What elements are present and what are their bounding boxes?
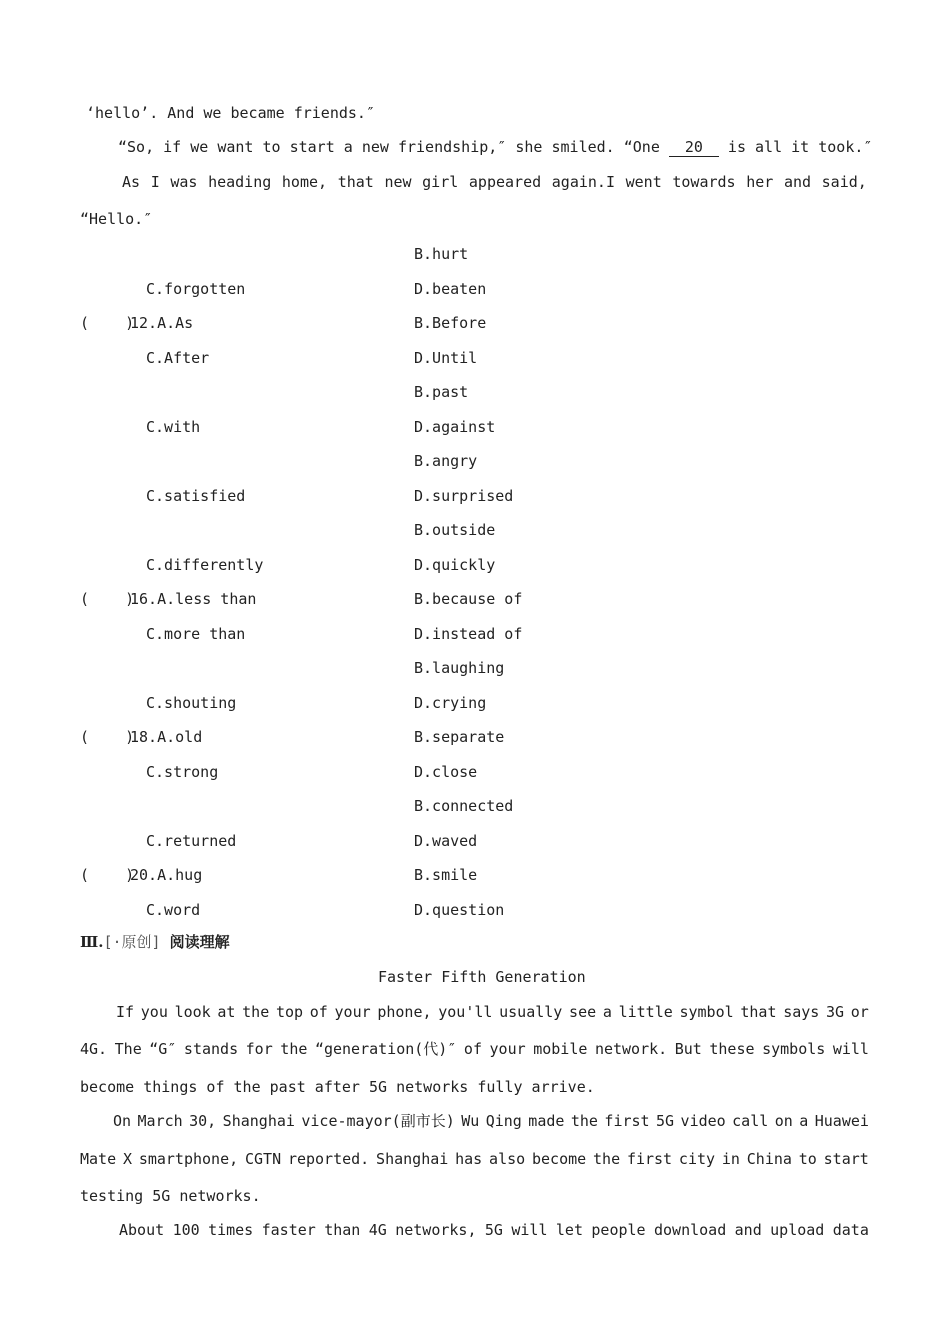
word: the: [242, 1003, 270, 1021]
word: again.I: [551, 173, 615, 191]
option-right: D.waved: [414, 832, 478, 850]
option-left: 20.A.hug: [130, 866, 203, 884]
word: symbols: [762, 1040, 826, 1058]
word: 4G: [368, 1221, 387, 1239]
word: upload: [770, 1221, 825, 1239]
word: was: [170, 173, 198, 191]
option-left: C.word: [146, 901, 201, 919]
word: CGTN: [244, 1150, 282, 1168]
answer-bracket[interactable]: ( ): [80, 590, 135, 608]
word: first: [604, 1112, 650, 1130]
option-left: C.shouting: [146, 694, 237, 712]
blank-20[interactable]: 20: [669, 140, 719, 157]
section-roman-numeral: Ⅲ.: [80, 933, 104, 951]
option-right: D.beaten: [414, 280, 487, 298]
option-right: D.surprised: [414, 487, 514, 505]
word: usually: [499, 1003, 563, 1021]
word: than: [324, 1221, 361, 1239]
article-p2-line-1: [113, 1114, 869, 1129]
option-right: D.instead of: [414, 625, 523, 643]
word: let: [555, 1221, 583, 1239]
option-right: B.past: [414, 383, 469, 401]
word: you: [140, 1003, 168, 1021]
word: “G″: [149, 1040, 177, 1058]
article-p2-line-3: testing 5G networks.: [80, 1187, 261, 1205]
word: the: [570, 1112, 598, 1130]
word: will: [511, 1221, 548, 1239]
word: and: [783, 173, 812, 191]
option-right: D.quickly: [414, 556, 496, 574]
word: people: [591, 1221, 646, 1239]
word: Huawei: [814, 1112, 869, 1130]
word: home,: [281, 173, 328, 191]
word: March: [137, 1112, 183, 1130]
word: of: [463, 1040, 482, 1058]
word: girl: [422, 173, 459, 191]
word: a: [799, 1112, 809, 1130]
story-line-1: ‘hello’. And we became friends.″: [86, 104, 375, 122]
word: see: [569, 1003, 597, 1021]
word: I: [150, 173, 160, 191]
word: went: [625, 173, 662, 191]
word: symbol: [679, 1003, 734, 1021]
article-p1-line-2: [80, 1042, 869, 1057]
section-title: 阅读理解: [169, 933, 230, 951]
word: vice-mayor(副市长): [301, 1112, 455, 1130]
section-heading: [80, 935, 230, 950]
word: Wu: [461, 1112, 480, 1130]
answer-bracket[interactable]: ( ): [80, 314, 135, 332]
word: for: [245, 1040, 273, 1058]
word: X: [122, 1150, 132, 1168]
word: a: [602, 1003, 612, 1021]
word: But: [674, 1040, 702, 1058]
word: of: [309, 1003, 328, 1021]
word: the: [593, 1150, 621, 1168]
story-line-4: “Hello.″: [80, 210, 153, 228]
option-right: B.hurt: [414, 245, 469, 263]
word: new: [384, 173, 412, 191]
word: that: [337, 173, 374, 191]
word: About: [119, 1221, 165, 1239]
article-p1-line-1: [116, 1005, 869, 1020]
option-right: B.outside: [414, 521, 496, 539]
word: times: [208, 1221, 254, 1239]
word: 4G.: [80, 1040, 108, 1058]
option-right: D.question: [414, 901, 505, 919]
word: has: [455, 1150, 483, 1168]
option-right: B.connected: [414, 797, 514, 815]
word: call: [732, 1112, 769, 1130]
word: Shanghai: [376, 1150, 449, 1168]
word: towards: [672, 173, 736, 191]
article-p1-line-3: become things of the past after 5G networks fully arrive.: [80, 1078, 595, 1096]
article-p3-line-1: [119, 1223, 869, 1238]
option-left: C.forgotten: [146, 280, 246, 298]
word: Mate: [80, 1150, 117, 1168]
word: download: [654, 1221, 727, 1239]
word: “generation(代)″: [314, 1040, 457, 1058]
word: The: [114, 1040, 142, 1058]
word: said,: [821, 173, 867, 191]
option-right: B.laughing: [414, 659, 505, 677]
word: smartphone,: [138, 1150, 239, 1168]
word: also: [489, 1150, 526, 1168]
word: in: [721, 1150, 740, 1168]
word: top: [275, 1003, 304, 1021]
word: become: [532, 1150, 587, 1168]
option-right: B.separate: [414, 728, 505, 746]
word: faster: [261, 1221, 316, 1239]
word: 30,: [189, 1112, 217, 1130]
word: will: [832, 1040, 869, 1058]
word: and: [734, 1221, 762, 1239]
answer-bracket[interactable]: ( ): [80, 866, 135, 884]
word: city: [678, 1150, 716, 1168]
word: or: [850, 1003, 869, 1021]
option-right: B.angry: [414, 452, 478, 470]
word: first: [626, 1150, 673, 1168]
word: appeared: [468, 173, 542, 191]
option-left: 16.A.less than: [130, 590, 257, 608]
word: your: [489, 1040, 526, 1058]
option-right: B.smile: [414, 866, 478, 884]
word: If: [116, 1003, 135, 1021]
option-left: C.satisfied: [146, 487, 246, 505]
word: to: [798, 1150, 817, 1168]
word: made: [528, 1112, 565, 1130]
word: On: [113, 1112, 132, 1130]
word: stands: [183, 1040, 239, 1058]
word: China: [746, 1150, 792, 1168]
option-left: C.strong: [146, 763, 219, 781]
word: Shanghai: [222, 1112, 295, 1130]
option-right: D.against: [414, 418, 496, 436]
option-left: C.with: [146, 418, 201, 436]
article-title: Faster Fifth Generation: [378, 968, 586, 986]
word: 100: [172, 1221, 200, 1239]
word: reported.: [287, 1150, 370, 1168]
word: on: [774, 1112, 793, 1130]
word: network.: [594, 1040, 668, 1058]
word: start: [823, 1150, 869, 1168]
word: data: [832, 1221, 869, 1239]
option-right: D.crying: [414, 694, 487, 712]
word: video: [680, 1112, 726, 1130]
story-line-2: [118, 140, 872, 157]
story-line-2-post: is all it took.″: [718, 138, 873, 156]
story-line-3: [122, 175, 867, 190]
word: mobile: [533, 1040, 588, 1058]
word: look: [174, 1003, 211, 1021]
word: 3G: [826, 1003, 845, 1021]
option-right: B.because of: [414, 590, 523, 608]
story-line-2-pre: “So, if we want to start a new friendship,″ she smiled. “One: [118, 138, 669, 156]
option-left: 12.A.As: [130, 314, 194, 332]
option-left: C.returned: [146, 832, 237, 850]
word: you'll: [438, 1003, 493, 1021]
article-p2-line-2: [80, 1152, 869, 1167]
word: networks,: [395, 1221, 477, 1239]
word: 5G: [656, 1112, 675, 1130]
answer-bracket[interactable]: ( ): [80, 728, 135, 746]
word: that: [740, 1003, 777, 1021]
option-right: B.Before: [414, 314, 487, 332]
word: Qing: [485, 1112, 522, 1130]
word: phone,: [377, 1003, 432, 1021]
word: 5G: [484, 1221, 503, 1239]
option-left: C.After: [146, 349, 210, 367]
word: As: [122, 173, 141, 191]
word: your: [334, 1003, 371, 1021]
option-left: C.differently: [146, 556, 264, 574]
option-left: 18.A.old: [130, 728, 203, 746]
word: at: [217, 1003, 236, 1021]
section-tag: [·原创]: [103, 933, 161, 951]
option-left: C.more than: [146, 625, 246, 643]
option-right: D.close: [414, 763, 478, 781]
option-right: D.Until: [414, 349, 478, 367]
word: says: [783, 1003, 820, 1021]
word: her: [746, 173, 774, 191]
word: the: [280, 1040, 308, 1058]
word: little: [618, 1003, 673, 1021]
word: these: [709, 1040, 755, 1058]
word: heading: [208, 173, 272, 191]
